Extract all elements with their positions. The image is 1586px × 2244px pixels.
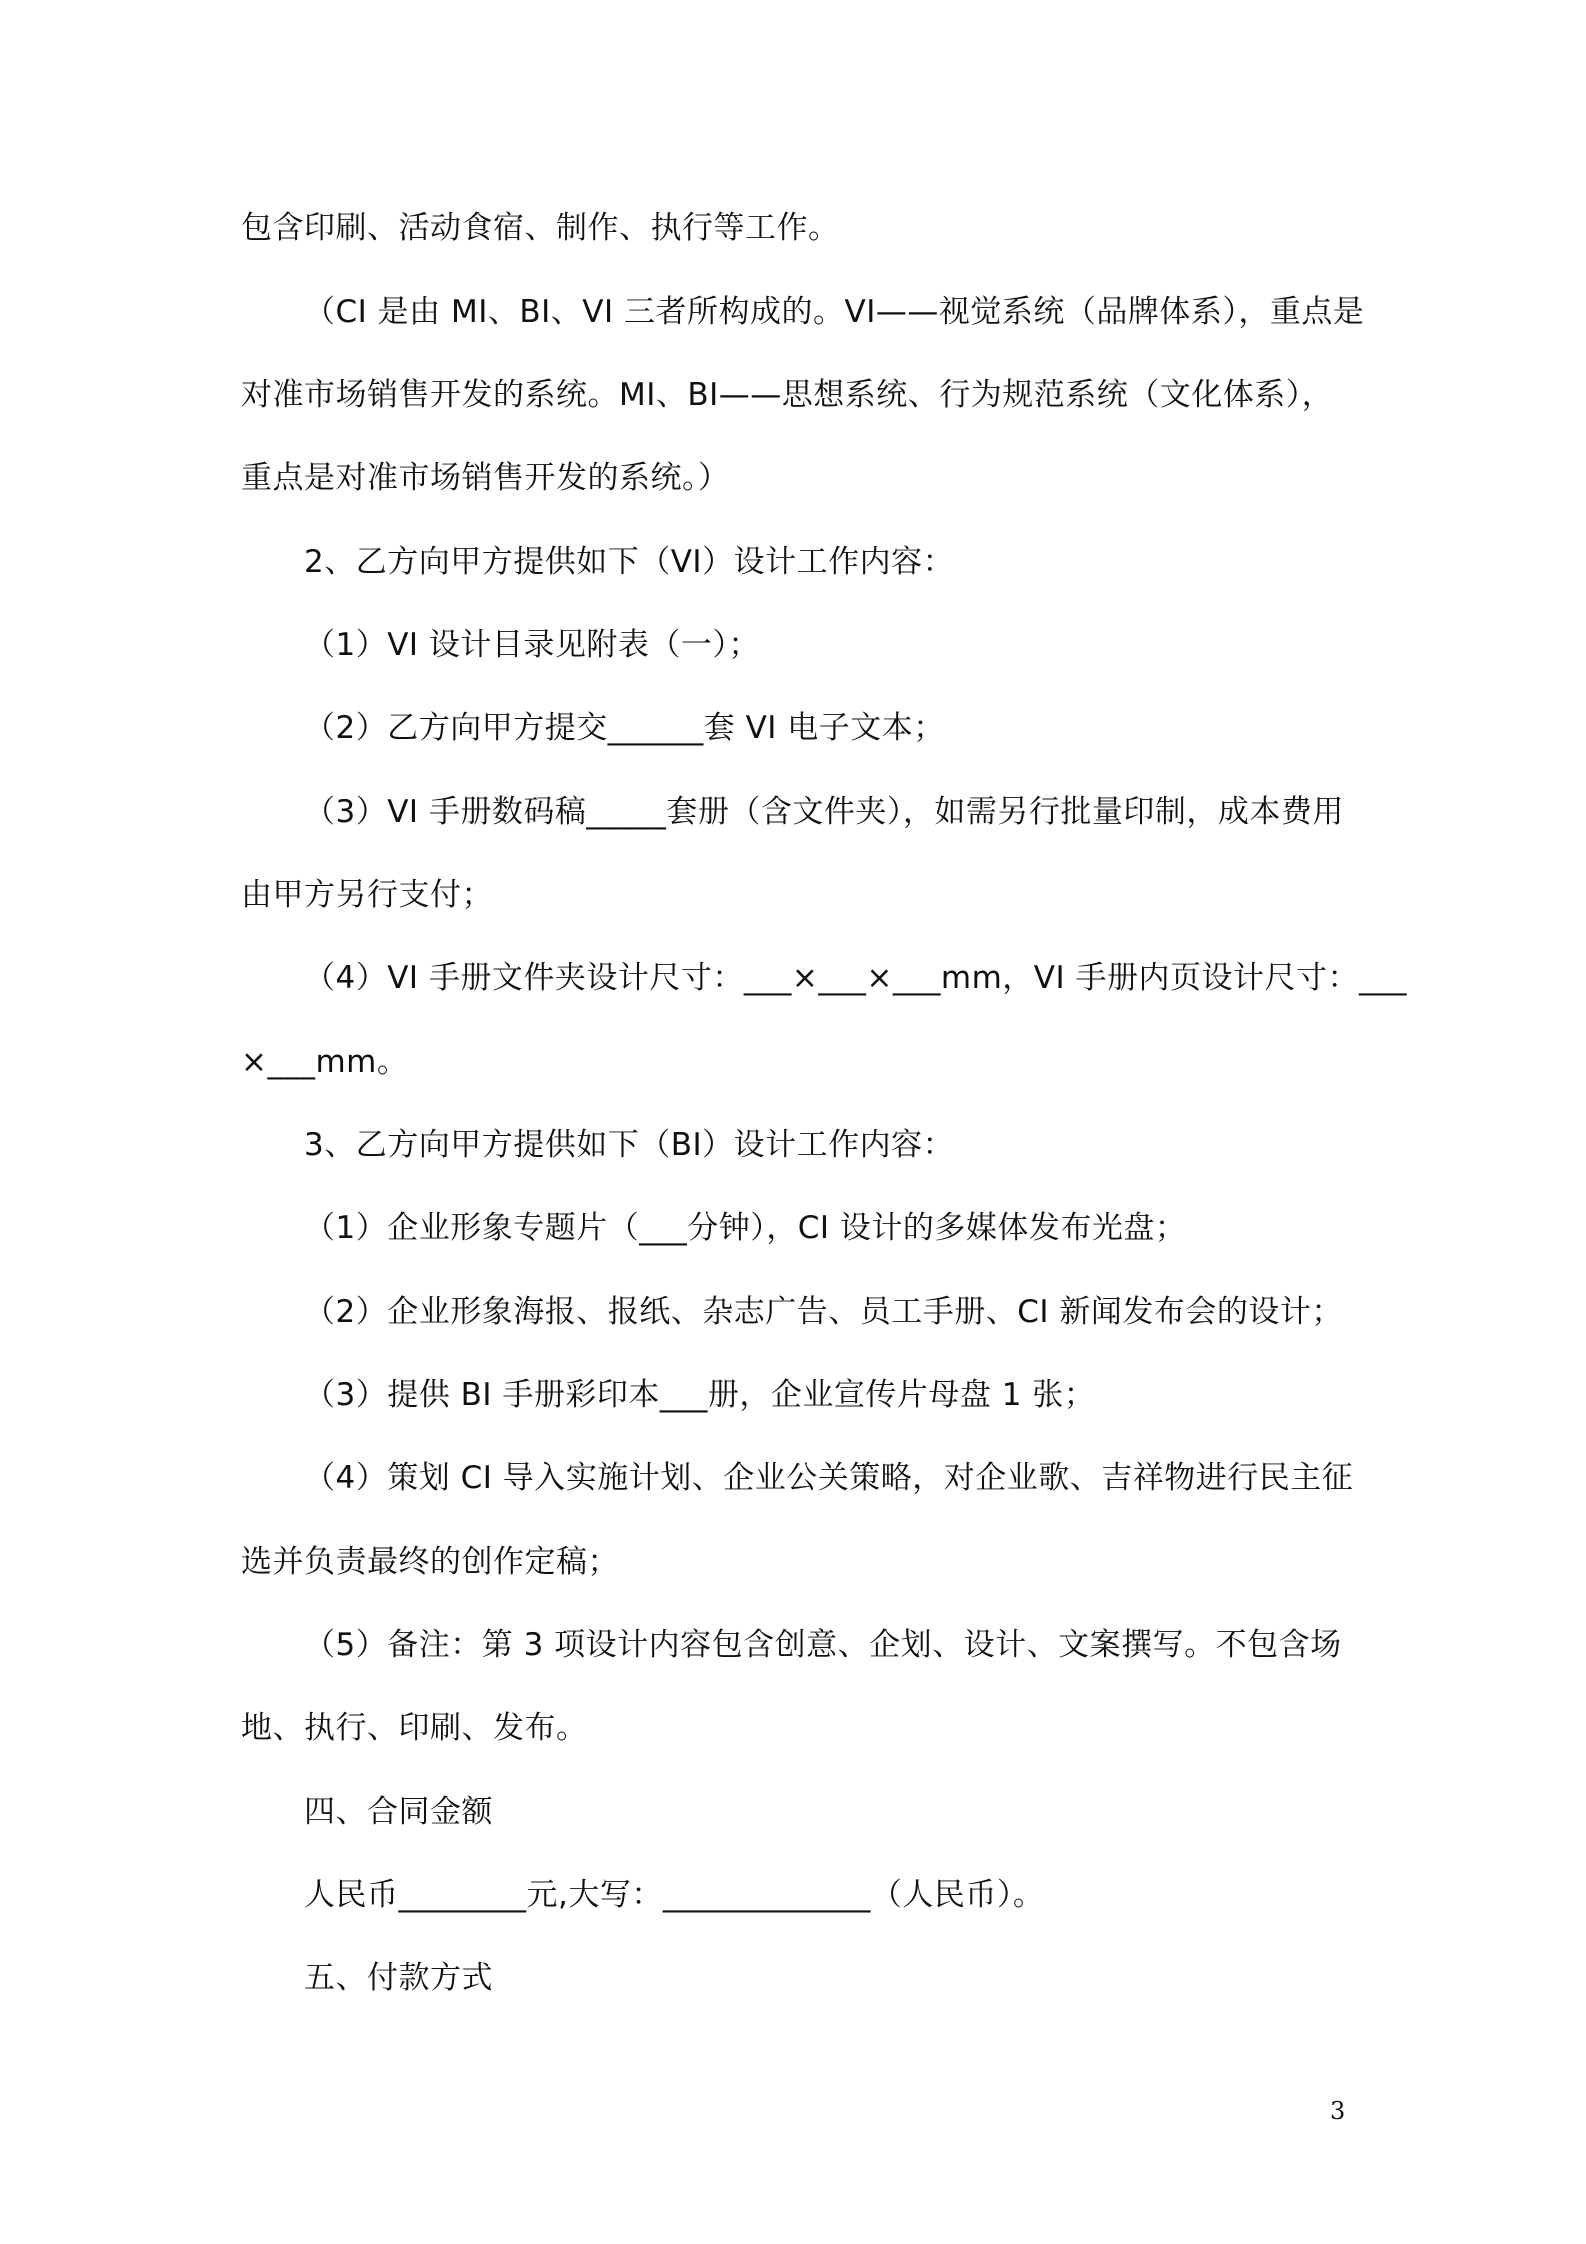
text-line: 地、执行、印刷、发布。 (241, 1710, 588, 1746)
section-heading: 3、乙方向甲方提供如下（BI）设计工作内容： (304, 1127, 955, 1163)
section-heading: 四、合同金额 (304, 1794, 493, 1830)
text-line: 由甲方另行支付； (241, 877, 493, 913)
amount-line: 人民币________元,大写：_____________（人民币）。 (304, 1877, 1045, 1913)
list-item: （1）VI 设计目录见附表（一）； (304, 627, 760, 663)
list-item: （1）企业形象专题片（___分钟），CI 设计的多媒体发布光盘； (304, 1210, 1187, 1246)
list-item: （4）策划 CI 导入实施计划、企业公关策略，对企业歌、吉祥物进行民主征 (304, 1460, 1354, 1496)
text-line: 选并负责最终的创作定稿； (241, 1544, 619, 1580)
text-line: 包含印刷、活动食宿、制作、执行等工作。 (241, 210, 840, 246)
list-item: （2）乙方向甲方提交______套 VI 电子文本； (304, 710, 945, 746)
list-item: （3）提供 BI 手册彩印本___册，企业宣传片母盘 1 张； (304, 1377, 1096, 1413)
section-heading: 五、付款方式 (304, 1960, 493, 1996)
section-heading: 2、乙方向甲方提供如下（VI）设计工作内容： (304, 544, 955, 580)
list-item: （3）VI 手册数码稿_____套册（含文件夹），如需另行批量印制，成本费用 (304, 794, 1344, 830)
list-item: （5）备注：第 3 项设计内容包含创意、企划、设计、文案撰写。不包含场 (304, 1627, 1342, 1663)
text-line: 对准市场销售开发的系统。MI、BI——思想系统、行为规范系统（文化体系）， (241, 377, 1334, 413)
page-number: 3 (1330, 2097, 1346, 2125)
list-item: （4）VI 手册文件夹设计尺寸：___×___×___mm，VI 手册内页设计尺寸：___ (304, 960, 1407, 996)
list-item: （2）企业形象海报、报纸、杂志广告、员工手册、CI 新闻发布会的设计； (304, 1294, 1343, 1330)
text-line: 重点是对准市场销售开发的系统。） (241, 460, 730, 496)
text-line: ×___mm。 (241, 1044, 409, 1080)
text-line: （CI 是由 MI、BI、VI 三者所构成的。VI——视觉系统（品牌体系），重点是 (304, 294, 1365, 330)
